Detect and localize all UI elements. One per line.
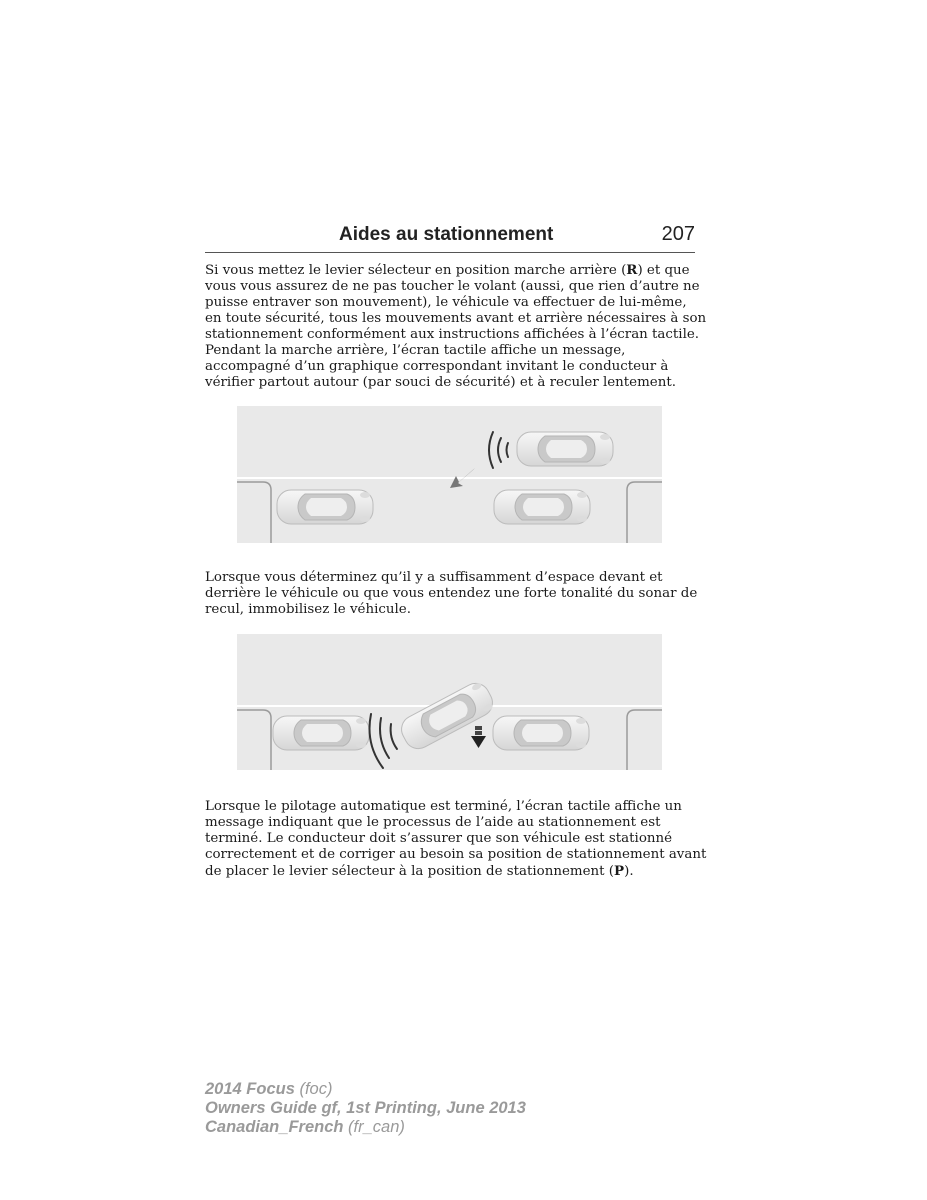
curb-left [237, 482, 271, 543]
text-line: puisse entraver son mouvement), le véhicule va effectuer de lui-même, [205, 295, 687, 310]
maneuvering-car [397, 678, 498, 753]
figure-reversing-into-space [237, 406, 662, 543]
section-title: Aides au stationnement [339, 224, 554, 245]
text-line: de placer le levier sélecteur à la position de stationnement (P). [205, 863, 634, 879]
paragraph-reverse-instructions [205, 262, 705, 391]
figure-entering-space [237, 634, 662, 770]
text-line: stationnement conformément aux instructions affichées à l’écran tactile. [205, 327, 700, 342]
forward-arrow-icon [471, 726, 486, 748]
text-line: recul, immobilisez le véhicule. [205, 602, 411, 617]
text-line: vous vous assurez de ne pas toucher le volant (aussi, que rien d’autre ne [205, 279, 700, 294]
parked-car-front [493, 716, 589, 750]
text-line: accompagné d’un graphique correspondant invitant le conducteur à [205, 359, 669, 374]
curb-right [627, 710, 662, 770]
parking-illustration-1 [237, 406, 662, 543]
text-line: Si vous mettez le levier sélecteur en position marche arrière (R) et que [205, 262, 690, 278]
text-line: vérifier partout autour (par souci de sécurité) et à reculer lentement. [205, 375, 676, 390]
text-line: en toute sécurité, tous les mouvements avant et arrière nécessaires à son [205, 311, 707, 326]
paragraph-completion [205, 799, 705, 880]
page-header [205, 222, 695, 253]
footer-printing: Owners Guide gf, 1st Printing, June 2013 [205, 1099, 526, 1117]
page-number: 207 [661, 223, 695, 245]
gear-r-label: R [626, 262, 638, 278]
curb-left [237, 710, 271, 770]
text-line: Lorsque le pilotage automatique est terminé, l’écran tactile affiche un [205, 799, 682, 814]
parked-car-front [494, 490, 590, 524]
text-line: Lorsque vous déterminez qu’il y a suffisamment d’espace devant et [205, 570, 663, 585]
sonar-waves-icon [370, 714, 398, 768]
gear-p-label: P [614, 863, 625, 879]
text-line: correctement et de corriger au besoin sa position de stationnement avant [205, 847, 707, 862]
text-line: message indiquant que le processus de l’aide au stationnement est [205, 815, 661, 830]
parked-car-rear [273, 716, 369, 750]
page-footer [205, 1080, 526, 1137]
sonar-waves-icon [489, 432, 508, 468]
curb-right [627, 482, 662, 543]
text-line: derrière le véhicule ou que vous entendez une forte tonalité du sonar de [205, 586, 698, 601]
paragraph-stop-vehicle [205, 570, 705, 618]
maneuvering-car [517, 432, 613, 466]
parking-illustration-2 [237, 634, 662, 770]
footer-language: Canadian_French (fr_can) [205, 1118, 405, 1136]
footer-model: 2014 Focus (foc) [205, 1080, 333, 1098]
text-line: terminé. Le conducteur doit s’assurer que son véhicule est stationné [205, 831, 673, 846]
text-line: Pendant la marche arrière, l’écran tactile affiche un message, [205, 343, 626, 358]
parked-car-rear [277, 490, 373, 524]
